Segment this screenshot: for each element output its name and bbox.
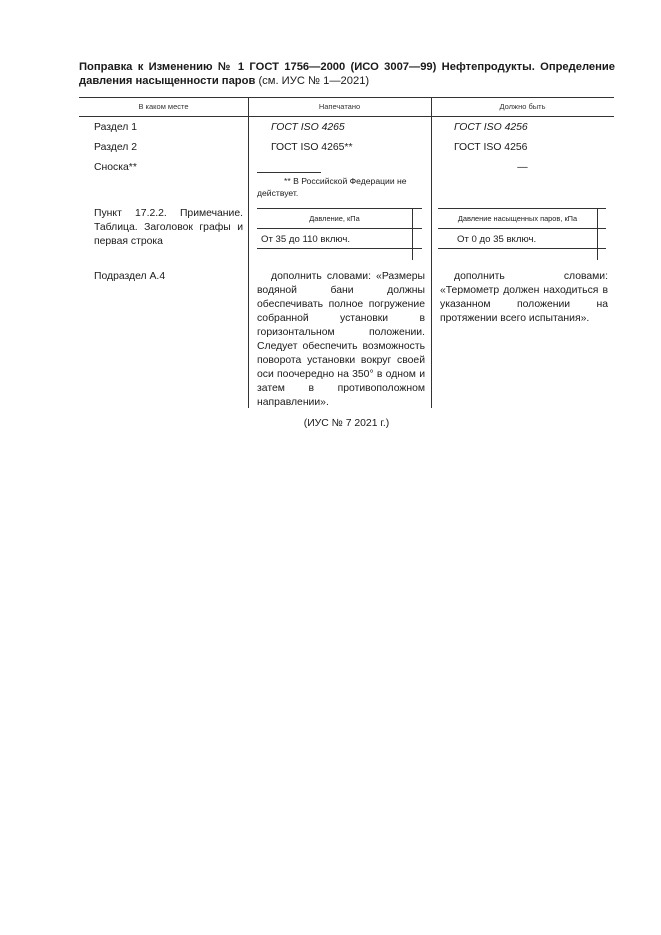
printed-subtable-header: Давление, кПа [309,214,360,223]
header-printed: Напечатано [318,102,361,111]
should-subtable-top [438,208,606,209]
should-subtable-divider [597,208,598,260]
column-divider-2 [431,97,432,408]
row4-place: Пункт 17.2.2. Примечание. Таблица. Заголовок графы и первая строка [94,208,243,247]
row1-place: Раздел 1 [94,122,138,133]
footnote-rule [257,172,321,173]
row2-should: ГОСТ ISO 4256 [454,142,528,153]
should-subtable-bottom [438,248,606,249]
header-place: В каком месте [138,102,189,111]
row5-place: Подраздел А.4 [94,271,166,282]
footer-issue: (ИУС № 7 2021 г.) [303,418,390,429]
table-top-rule [79,97,614,98]
row3-printed-footnote: ** В Российской Федерации не действует. [257,176,407,198]
row2-printed: ГОСТ ISO 4265** [271,142,353,153]
printed-subtable-bottom [257,248,422,249]
header-should: Должно быть [499,102,546,111]
row1-should: ГОСТ ISO 4256 [454,122,528,133]
row5-printed: дополнить словами: «Размеры водяной бани должны обеспечивать полное погружение собранной установки в горизонтальном положении. Следует обеспечить возможность поворота установки вокруг своей оси поочередно на 350° в одном и затем в противоположном направлении». [257,271,425,408]
printed-subtable-value: От 35 до 110 включ. [261,234,351,245]
row5-should: дополнить словами: «Термометр должен находиться в указанном положении на протяжении всего испытания». [440,271,608,324]
document-title [79,60,615,88]
title-line-2-bold: давления насыщенности паров [79,75,256,87]
row3-should: — [517,162,528,173]
title-line-2 [79,75,369,87]
printed-subtable-mid [257,228,422,229]
row2-place: Раздел 2 [94,142,138,153]
should-subtable-header: Давление насыщенных паров, кПа [457,214,578,223]
column-divider-1 [248,97,249,408]
row1-printed: ГОСТ ISO 4265 [271,122,345,133]
printed-subtable-top [257,208,422,209]
row3-place: Сноска** [94,162,137,173]
printed-subtable-divider [412,208,413,260]
title-line-2-rest: (см. ИУС № 1—2021) [255,75,370,87]
table-header-rule [79,116,614,117]
should-subtable-value: От 0 до 35 включ. [457,234,537,245]
title-line-1: Поправка к Изменению № 1 ГОСТ 1756—2000 (ИСО 3007—99) Нефтепродукты. Определение [79,61,615,73]
should-subtable-mid [438,228,606,229]
